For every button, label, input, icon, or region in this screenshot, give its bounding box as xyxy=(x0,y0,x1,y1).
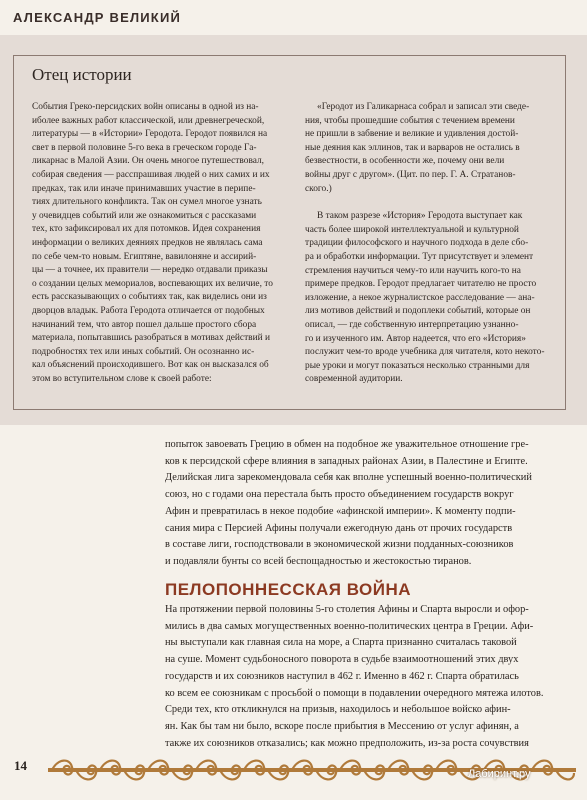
watermark: Лабиринт.ру xyxy=(468,768,531,780)
text-line: кал объяснений происходившего. Вот как он высказался об xyxy=(32,360,269,371)
text-line: у очевидцев событий или же ознакомиться с рассказами xyxy=(32,210,257,221)
text-line: В таком разрезе «История» Геродота выступает как xyxy=(317,211,523,222)
text-line: стремления научиться чему-то или научить кого-то на xyxy=(305,265,521,276)
main-paragraph-2 xyxy=(165,602,565,752)
text-line: информации о великих деяниях предков не являлась сама xyxy=(32,237,263,248)
text-line: Делийская лига зарекомендовала себя как вполне успешный военно-политический xyxy=(165,472,532,484)
quote-line: «Геродот из Галикарнаса собрал и записал эти сведе- xyxy=(317,102,530,112)
text-line: цы — а точнее, их правители — нередко отдавали приказы xyxy=(32,265,268,276)
text-line: есть рассказывающих о событиях так, как виделись они из xyxy=(32,292,267,303)
text-line: собирая сведения — расспрашивая людей о них самих и их xyxy=(32,169,270,180)
main-paragraph-1 xyxy=(165,437,565,571)
text-line: На протяжении первой половины 5-го столетия Афины и Спарта выросли и офор- xyxy=(165,604,529,615)
text-line: сания мира с Персией Афины получали ежегодную дань от прочих государств xyxy=(165,522,513,534)
text-line: лиз мотивов действий и подоплеки событий, которые он xyxy=(305,306,531,317)
text-line: Среди тех, кто откликнулся на призыв, находилось и небольшое войско афин- xyxy=(165,704,511,716)
text-line: о создании целых мемориалов, воспевающих их величие, то xyxy=(32,278,273,289)
text-line: часть более широкой интеллектуальной и культурной xyxy=(305,224,519,235)
text-line: События Греко-персидских войн описаны в одной из на- xyxy=(32,102,259,112)
text-line: тиях длительного конфликта. Так он сумел многое узнать xyxy=(32,197,262,208)
paragraph-gap xyxy=(305,196,555,210)
quote-line: ные деяния как эллинов, так и варваров не остались в xyxy=(305,142,520,153)
text-line: послужит чем-то вроде учебника для читателя, кото некото- xyxy=(305,347,545,358)
text-line: ликарнас в Малой Азии. Он очень многое путешествовал, xyxy=(32,156,265,167)
running-head: АЛЕКСАНДР ВЕЛИКИЙ xyxy=(13,10,182,25)
text-line: ян. Как бы там ни было, вскоре после прибытия в Мессению от услуг афинян, а xyxy=(165,720,519,732)
text-line: изложение, а некое журналистское расследование — ана- xyxy=(305,292,535,303)
sidebar-title: Отец истории xyxy=(32,65,132,84)
text-line: литературы — в «Истории» Геродота. Геродот появился на xyxy=(32,129,268,140)
text-line: подробностях тех или иных событий. Он осознанно ис- xyxy=(32,346,255,357)
text-line: рые уроки и могут показаться несколько странными для xyxy=(305,360,530,371)
text-line: союз, но с годами она перестала быть просто объединением государств вокруг xyxy=(165,489,514,501)
text-line: ны выступали как главная сила на море, а Спарта признанно считалась таковой xyxy=(165,637,517,649)
text-line: иболее важных работ классической, или древнегреческой, xyxy=(32,115,265,126)
quote-line: безвестности, в особенности же, почему они вели xyxy=(305,156,505,167)
text-line: материала, попытавшись разобраться в мотивах действий и xyxy=(32,333,271,344)
text-line: ко всем ее союзникам с просьбой о помощи в подавлении очередного мятежа илотов. xyxy=(165,687,544,699)
text-line: Афин и превратилась в некое подобие «афинской империи». К моменту подпи- xyxy=(165,505,516,517)
text-line: попыток завоевать Грецию в обмен на подобное же уважительное отношение гре- xyxy=(165,439,529,450)
text-line: примере предков. Геродот предлагает читателю не просто xyxy=(305,279,537,290)
text-line: го и изученного им. Автор надеется, что его «История» xyxy=(305,333,526,344)
quote-line: ского.) xyxy=(305,183,332,194)
text-line: мились в два самых могущественных военно-политических центра в Греции. Афи- xyxy=(165,620,534,632)
page-number: 14 xyxy=(14,758,27,773)
text-line: на суше. Момент судьбоносного поворота в судьбе взаимоотношений этих двух xyxy=(165,654,519,666)
text-line: этом во вступительном слове к своей работе: xyxy=(32,373,212,384)
text-line: дворцов владык. Работа Геродота отличается от подобных xyxy=(32,305,265,316)
text-line: традиции философского и научного подхода в деле сбо- xyxy=(305,238,529,249)
text-line: и подавляли бунты со всей беспощадностью и жестокостью тиранов. xyxy=(165,555,472,567)
sidebar-right-column xyxy=(305,101,555,387)
text-line: ков к персидской сфере влияния в западных районах Азии, в Палестине и Египте. xyxy=(165,455,528,467)
text-line: тех, кто зафиксировал их для потомков. Идея сохранения xyxy=(32,224,261,235)
text-line: описал, — где собственную интерпретацию узнанно- xyxy=(305,319,519,330)
quote-line: войны друг с другом». (Цит. по пер. Г. А. Стратанов- xyxy=(305,169,516,180)
text-line: по себе чем-то новым. Египтяне, вавилоняне и ассирий- xyxy=(32,251,257,262)
text-line: в составе лиги, господствовали в экономической жизни подданных-союзников xyxy=(165,539,514,551)
quote-line: ния, чтобы прошедшие события с течением времени xyxy=(305,115,515,126)
text-line: предках, так или иначе принимавших участие в перипе- xyxy=(32,183,256,194)
text-line: государств и их союзников наступил в 462 г. Именно в 462 г. Спарта обратилась xyxy=(165,670,519,682)
quote-line: не пришли в забвение и великие и удивления достой- xyxy=(305,129,519,140)
text-line: начинаний тем, что автор пошел дальше простого сбора xyxy=(32,319,257,330)
text-line: также их союзников отказались; как можно предположить, из-за роста сочувствия xyxy=(165,737,529,749)
section-heading: ПЕЛОПОННЕССКАЯ ВОЙНА xyxy=(165,580,412,599)
text-line: современной аудитории. xyxy=(305,374,403,385)
sidebar-left-column xyxy=(32,101,284,386)
text-line: свет в первой половине 5-го века в греческом городе Га- xyxy=(32,142,257,153)
text-line: ра и обработки информации. Тут присутствует и элемент xyxy=(305,251,534,262)
